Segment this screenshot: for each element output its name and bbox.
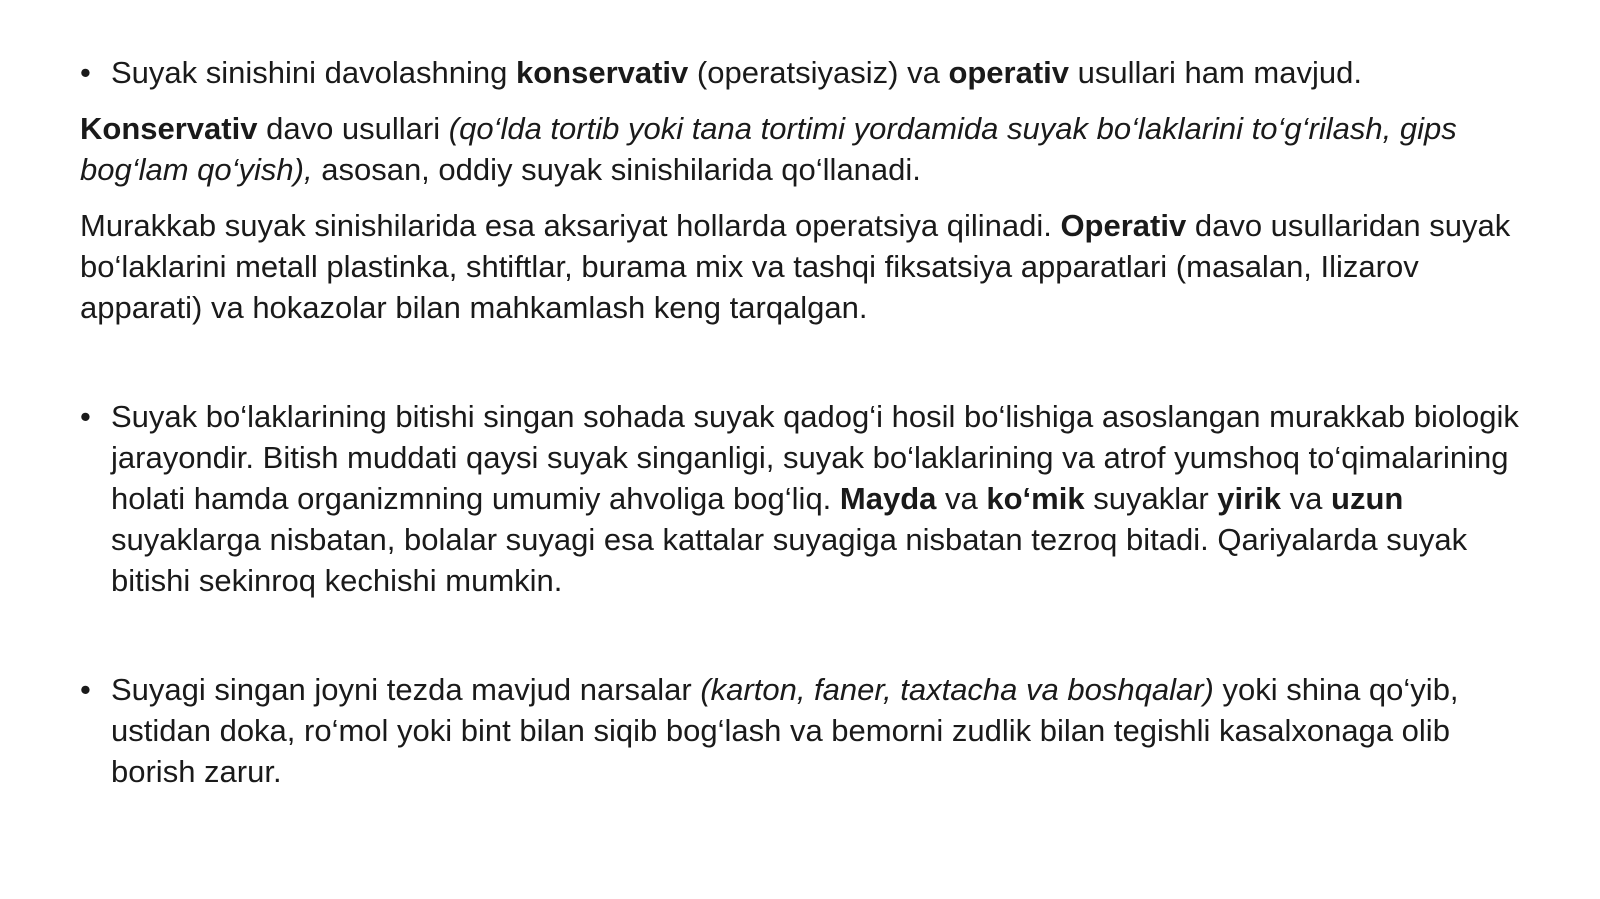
slide-content	[80, 52, 1540, 792]
bullet-icon: •	[80, 55, 91, 90]
paragraph-operative: Murakkab suyak sinishilarida esa aksariyat hollarda operatsiya qilinadi. Operativ davo usullaridan suyak bo‘laklarini metall plastinka, shtiftlar, burama mix va tashqi fiksatsiya apparatlari (masalan, Ilizarov apparati) va hokazolar bilan mahkamlash keng tarqalgan.	[80, 208, 1511, 325]
bullet-item-first-aid	[80, 669, 1540, 792]
paragraph-conservative: Konservativ davo usullari (qo‘lda tortib yoki tana tortimi yordamida suyak bo‘laklarini to‘g‘rilash, gips bog‘lam qo‘yish), asosan, oddiy suyak sinishilarida qo‘llanadi.	[80, 111, 1457, 187]
paragraph-bone-healing: Suyak bo‘laklarining bitishi singan sohada suyak qadog‘i hosil bo‘lishiga asoslangan murakkab biologik jarayondir. Bitish muddati qaysi suyak singanligi, suyak bo‘laklarining va atrof yumshoq to‘qimalarining holati hamda organizmning umumiy ahvoliga bog‘liq. Mayda va ko‘mik suyaklar yirik va uzun suyaklarga nisbatan, bolalar suyagi esa kattalar suyagiga nisbatan tezroq bitadi. Qariyalarda suyak bitishi sekinroq kechishi mumkin.	[111, 399, 1519, 598]
bullet-icon: •	[80, 672, 91, 707]
paragraph-first-aid: Suyagi singan joyni tezda mavjud narsalar (karton, faner, taxtacha va boshqalar) yoki shina qo‘yib, ustidan doka, ro‘mol yoki bint bilan siqib bog‘lash va bemorni zudlik bilan tegishli kasalxonaga olib borish zarur.	[111, 672, 1459, 789]
bullet-item-bone-healing	[80, 396, 1540, 601]
bullet-icon: •	[80, 399, 91, 434]
bullet-item-treatment-methods	[80, 52, 1540, 93]
paragraph-treatment-methods: Suyak sinishini davolashning konservativ (operatsiyasiz) va operativ usullari ham mavjud.	[111, 55, 1362, 90]
